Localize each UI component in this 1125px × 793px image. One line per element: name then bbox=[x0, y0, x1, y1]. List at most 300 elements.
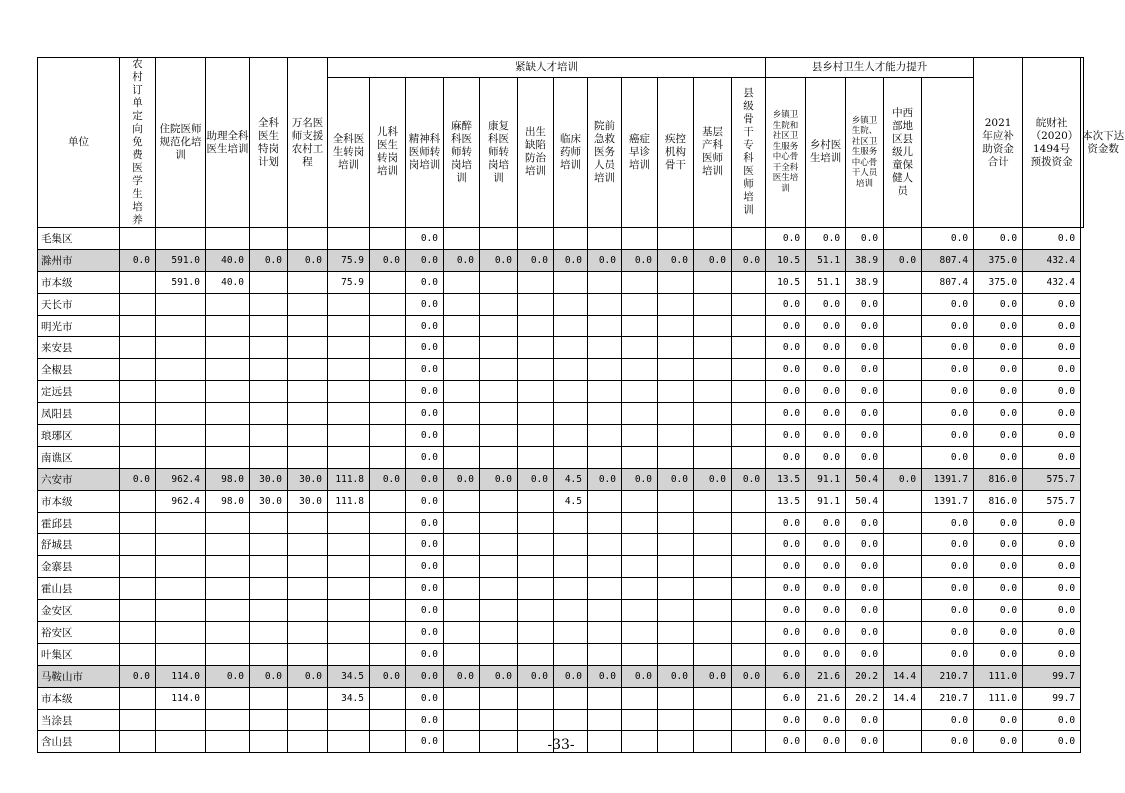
table-cell bbox=[206, 359, 250, 381]
table-cell: 0.0 bbox=[766, 381, 806, 403]
table-cell: 0.0 bbox=[518, 468, 554, 490]
table-cell bbox=[694, 709, 732, 731]
table-cell bbox=[658, 709, 694, 731]
table-cell: 0.0 bbox=[806, 578, 846, 600]
table-cell: 0.0 bbox=[806, 403, 846, 425]
header-col-10: 康复科医师转岗培训 bbox=[480, 77, 518, 227]
table-cell: 0.0 bbox=[250, 249, 288, 271]
table-cell bbox=[554, 578, 588, 600]
table-cell: 0.0 bbox=[1023, 359, 1081, 381]
header-group-shortage: 紧缺人才培训 bbox=[328, 58, 766, 78]
header-col-5: 万名医师支援农村工程 bbox=[288, 58, 328, 228]
table-cell bbox=[250, 687, 288, 709]
table-cell bbox=[694, 600, 732, 622]
table-cell bbox=[622, 709, 658, 731]
table-cell bbox=[884, 446, 922, 468]
table-cell: 0.0 bbox=[1023, 315, 1081, 337]
header-col-23: 皖财社（2020）1494号预拨资金 bbox=[1023, 58, 1081, 228]
table-row bbox=[38, 512, 1084, 534]
table-cell bbox=[120, 534, 156, 556]
table-cell bbox=[588, 293, 622, 315]
table-cell: 0.0 bbox=[806, 381, 846, 403]
table-cell bbox=[480, 293, 518, 315]
table-cell: 0.0 bbox=[288, 665, 328, 687]
table-cell: 0.0 bbox=[1023, 556, 1081, 578]
table-cell bbox=[588, 403, 622, 425]
table-cell bbox=[328, 381, 370, 403]
table-cell bbox=[370, 534, 406, 556]
table-cell: 432.4 bbox=[1023, 271, 1081, 293]
row-unit-name: 叶集区 bbox=[38, 643, 120, 665]
table-cell bbox=[518, 403, 554, 425]
table-cell: 0.0 bbox=[974, 578, 1023, 600]
table-cell bbox=[288, 381, 328, 403]
table-cell: 30.0 bbox=[288, 490, 328, 512]
table-cell bbox=[694, 643, 732, 665]
table-cell bbox=[658, 359, 694, 381]
table-cell bbox=[658, 381, 694, 403]
table-cell: 0.0 bbox=[732, 249, 766, 271]
table-cell: 111.8 bbox=[328, 468, 370, 490]
table-cell bbox=[120, 337, 156, 359]
table-cell: 6.0 bbox=[766, 665, 806, 687]
table-cell bbox=[444, 490, 480, 512]
table-cell: 0.0 bbox=[766, 315, 806, 337]
row-unit-name: 含山县 bbox=[38, 731, 120, 753]
table-cell bbox=[370, 271, 406, 293]
table-cell: 0.0 bbox=[406, 468, 444, 490]
table-row bbox=[38, 687, 1084, 709]
table-cell bbox=[206, 709, 250, 731]
table-cell: 0.0 bbox=[250, 665, 288, 687]
table-cell bbox=[370, 643, 406, 665]
table-cell: 0.0 bbox=[974, 359, 1023, 381]
row-unit-name: 舒城县 bbox=[38, 534, 120, 556]
table-cell bbox=[156, 359, 206, 381]
table-cell bbox=[554, 643, 588, 665]
table-cell bbox=[328, 403, 370, 425]
table-cell bbox=[554, 337, 588, 359]
table-cell bbox=[694, 534, 732, 556]
table-cell bbox=[518, 425, 554, 447]
table-cell bbox=[206, 687, 250, 709]
table-cell bbox=[732, 403, 766, 425]
table-cell bbox=[156, 709, 206, 731]
table-cell bbox=[658, 512, 694, 534]
table-cell bbox=[250, 228, 288, 250]
table-cell: 0.0 bbox=[766, 709, 806, 731]
row-unit-name: 凤阳县 bbox=[38, 403, 120, 425]
table-cell bbox=[658, 228, 694, 250]
table-cell: 34.5 bbox=[328, 687, 370, 709]
table-cell bbox=[156, 381, 206, 403]
table-cell bbox=[288, 315, 328, 337]
table-cell: 75.9 bbox=[328, 249, 370, 271]
table-cell: 0.0 bbox=[846, 337, 884, 359]
table-cell bbox=[518, 293, 554, 315]
table-cell: 0.0 bbox=[974, 315, 1023, 337]
table-cell bbox=[206, 403, 250, 425]
table-cell: 0.0 bbox=[1023, 446, 1081, 468]
table-cell bbox=[732, 315, 766, 337]
table-cell bbox=[884, 534, 922, 556]
table-cell: 0.0 bbox=[1023, 293, 1081, 315]
table-cell: 0.0 bbox=[1023, 425, 1081, 447]
table-cell bbox=[588, 381, 622, 403]
table-cell bbox=[518, 600, 554, 622]
table-cell bbox=[480, 228, 518, 250]
row-unit-name: 天长市 bbox=[38, 293, 120, 315]
table-cell bbox=[120, 687, 156, 709]
table-cell bbox=[732, 578, 766, 600]
table-cell bbox=[732, 687, 766, 709]
table-cell: 0.0 bbox=[406, 337, 444, 359]
table-cell bbox=[444, 271, 480, 293]
header-col-7: 儿科医生转岗培训 bbox=[370, 77, 406, 227]
table-cell: 0.0 bbox=[1023, 622, 1081, 644]
table-cell: 91.1 bbox=[806, 468, 846, 490]
table-cell bbox=[328, 337, 370, 359]
table-cell bbox=[370, 490, 406, 512]
table-cell bbox=[732, 228, 766, 250]
table-cell: 0.0 bbox=[444, 665, 480, 687]
table-cell bbox=[658, 403, 694, 425]
table-cell bbox=[732, 337, 766, 359]
table-cell: 14.4 bbox=[884, 665, 922, 687]
table-cell: 0.0 bbox=[846, 578, 884, 600]
table-cell bbox=[622, 687, 658, 709]
table-cell bbox=[444, 293, 480, 315]
table-cell: 1391.7 bbox=[922, 468, 974, 490]
table-cell bbox=[120, 556, 156, 578]
table-cell: 111.0 bbox=[974, 687, 1023, 709]
header-col-14: 癌症早诊培训 bbox=[622, 77, 658, 227]
table-cell bbox=[480, 512, 518, 534]
table-cell bbox=[156, 337, 206, 359]
table-cell bbox=[554, 446, 588, 468]
table-cell bbox=[554, 556, 588, 578]
table-cell: 0.0 bbox=[922, 622, 974, 644]
table-row bbox=[38, 578, 1084, 600]
table-cell bbox=[206, 622, 250, 644]
table-cell bbox=[622, 534, 658, 556]
table-cell bbox=[480, 271, 518, 293]
table-cell: 0.0 bbox=[766, 293, 806, 315]
table-cell bbox=[444, 425, 480, 447]
table-row bbox=[38, 359, 1084, 381]
header-col-8: 精神科医师转岗培训 bbox=[406, 77, 444, 227]
table-cell bbox=[694, 271, 732, 293]
header-col-17: 县级骨干专科医师培训 bbox=[732, 77, 766, 227]
table-cell: 575.7 bbox=[1023, 490, 1081, 512]
table-cell bbox=[694, 228, 732, 250]
table-cell: 10.5 bbox=[766, 271, 806, 293]
table-cell bbox=[206, 534, 250, 556]
table-cell bbox=[622, 293, 658, 315]
table-row bbox=[38, 403, 1084, 425]
table-row bbox=[38, 468, 1084, 490]
table-cell bbox=[120, 293, 156, 315]
table-cell bbox=[206, 600, 250, 622]
table-cell: 13.5 bbox=[766, 468, 806, 490]
table-cell bbox=[480, 490, 518, 512]
row-unit-name: 来安县 bbox=[38, 337, 120, 359]
table-cell bbox=[884, 403, 922, 425]
table-cell bbox=[694, 425, 732, 447]
table-cell bbox=[622, 446, 658, 468]
table-cell bbox=[156, 622, 206, 644]
table-cell: 0.0 bbox=[922, 643, 974, 665]
table-cell: 0.0 bbox=[518, 249, 554, 271]
table-cell bbox=[250, 534, 288, 556]
table-cell: 0.0 bbox=[846, 446, 884, 468]
table-cell bbox=[120, 643, 156, 665]
table-cell: 0.0 bbox=[406, 403, 444, 425]
table-cell: 0.0 bbox=[406, 490, 444, 512]
table-cell: 0.0 bbox=[406, 687, 444, 709]
table-cell bbox=[250, 403, 288, 425]
table-cell bbox=[588, 359, 622, 381]
table-cell bbox=[588, 600, 622, 622]
table-cell: 0.0 bbox=[732, 665, 766, 687]
table-cell: 0.0 bbox=[406, 271, 444, 293]
table-cell bbox=[694, 381, 732, 403]
table-row bbox=[38, 556, 1084, 578]
table-cell bbox=[588, 687, 622, 709]
table-cell: 0.0 bbox=[922, 600, 974, 622]
table-cell bbox=[518, 381, 554, 403]
table-cell: 0.0 bbox=[846, 731, 884, 753]
header-group-county-township: 县乡村卫生人才能力提升 bbox=[766, 58, 974, 78]
table-cell: 0.0 bbox=[406, 425, 444, 447]
table-cell: 1391.7 bbox=[922, 490, 974, 512]
table-cell: 6.0 bbox=[766, 687, 806, 709]
table-cell bbox=[518, 337, 554, 359]
table-cell bbox=[622, 490, 658, 512]
table-cell: 0.0 bbox=[974, 622, 1023, 644]
table-cell bbox=[206, 315, 250, 337]
table-cell: 0.0 bbox=[480, 249, 518, 271]
row-unit-name: 定远县 bbox=[38, 381, 120, 403]
table-cell bbox=[120, 578, 156, 600]
row-unit-name: 滁州市 bbox=[38, 249, 120, 271]
table-cell bbox=[370, 381, 406, 403]
table-cell: 0.0 bbox=[922, 359, 974, 381]
table-cell bbox=[250, 425, 288, 447]
table-cell bbox=[554, 315, 588, 337]
table-cell: 0.0 bbox=[1023, 337, 1081, 359]
table-cell: 0.0 bbox=[622, 468, 658, 490]
table-cell bbox=[444, 512, 480, 534]
table-cell: 0.0 bbox=[694, 665, 732, 687]
table-cell bbox=[288, 578, 328, 600]
table-cell: 99.7 bbox=[1023, 687, 1081, 709]
table-cell: 0.0 bbox=[554, 249, 588, 271]
table-cell bbox=[694, 578, 732, 600]
table-cell: 0.0 bbox=[406, 446, 444, 468]
table-cell bbox=[588, 556, 622, 578]
table-cell: 0.0 bbox=[406, 534, 444, 556]
table-cell: 0.0 bbox=[922, 446, 974, 468]
table-cell: 591.0 bbox=[156, 249, 206, 271]
table-cell bbox=[554, 534, 588, 556]
table-cell bbox=[658, 293, 694, 315]
table-cell bbox=[120, 381, 156, 403]
table-cell: 0.0 bbox=[588, 665, 622, 687]
table-cell bbox=[288, 337, 328, 359]
table-row bbox=[38, 622, 1084, 644]
table-cell: 962.4 bbox=[156, 490, 206, 512]
table-cell bbox=[288, 534, 328, 556]
table-cell: 0.0 bbox=[406, 600, 444, 622]
table-cell bbox=[250, 643, 288, 665]
table-cell bbox=[250, 337, 288, 359]
row-unit-name: 霍邱县 bbox=[38, 512, 120, 534]
table-cell bbox=[518, 271, 554, 293]
table-cell bbox=[120, 403, 156, 425]
table-cell: 0.0 bbox=[1023, 731, 1081, 753]
table-cell: 0.0 bbox=[922, 556, 974, 578]
table-cell bbox=[732, 271, 766, 293]
table-cell: 0.0 bbox=[806, 622, 846, 644]
table-cell: 0.0 bbox=[406, 512, 444, 534]
table-cell: 0.0 bbox=[846, 534, 884, 556]
table-cell bbox=[694, 315, 732, 337]
table-cell: 0.0 bbox=[974, 643, 1023, 665]
table-cell bbox=[884, 293, 922, 315]
header-col-12: 临床药师培训 bbox=[554, 77, 588, 227]
table-cell bbox=[288, 359, 328, 381]
table-cell: 0.0 bbox=[370, 249, 406, 271]
table-cell: 34.5 bbox=[328, 665, 370, 687]
table-cell bbox=[554, 687, 588, 709]
table-cell bbox=[444, 534, 480, 556]
table-cell bbox=[622, 315, 658, 337]
table-cell bbox=[206, 556, 250, 578]
table-cell: 0.0 bbox=[846, 381, 884, 403]
table-cell bbox=[480, 709, 518, 731]
table-cell: 0.0 bbox=[206, 665, 250, 687]
table-cell: 210.7 bbox=[922, 687, 974, 709]
table-cell bbox=[156, 315, 206, 337]
table-cell bbox=[554, 403, 588, 425]
table-cell bbox=[370, 293, 406, 315]
table-cell bbox=[884, 490, 922, 512]
table-cell: 111.0 bbox=[974, 665, 1023, 687]
table-cell: 0.0 bbox=[846, 622, 884, 644]
table-cell: 0.0 bbox=[444, 468, 480, 490]
table-cell bbox=[370, 512, 406, 534]
header-col-19: 乡村医生培训 bbox=[806, 77, 846, 227]
table-cell: 0.0 bbox=[120, 468, 156, 490]
table-cell: 0.0 bbox=[974, 228, 1023, 250]
table-cell: 0.0 bbox=[1023, 709, 1081, 731]
table-cell bbox=[120, 228, 156, 250]
header-col-18: 乡镇卫生院和社区卫生服务中心骨干全科医生培训 bbox=[766, 77, 806, 227]
header-col-20: 乡镇卫生院、社区卫生服务中心骨干人员培训 bbox=[846, 77, 884, 227]
table-cell bbox=[554, 293, 588, 315]
table-cell: 21.6 bbox=[806, 665, 846, 687]
table-cell: 807.4 bbox=[922, 249, 974, 271]
table-cell bbox=[658, 490, 694, 512]
table-cell: 0.0 bbox=[588, 468, 622, 490]
table-cell bbox=[622, 381, 658, 403]
table-cell: 0.0 bbox=[406, 556, 444, 578]
table-cell bbox=[622, 600, 658, 622]
table-cell bbox=[206, 337, 250, 359]
table-cell: 0.0 bbox=[518, 665, 554, 687]
table-cell: 575.7 bbox=[1023, 468, 1081, 490]
table-cell: 807.4 bbox=[922, 271, 974, 293]
table-cell bbox=[622, 271, 658, 293]
table-cell bbox=[156, 228, 206, 250]
table-cell bbox=[206, 643, 250, 665]
table-cell bbox=[444, 578, 480, 600]
table-cell: 0.0 bbox=[922, 315, 974, 337]
table-cell bbox=[480, 643, 518, 665]
table-cell: 0.0 bbox=[622, 249, 658, 271]
table-cell bbox=[732, 534, 766, 556]
header-col-1: 农村订单定向免费医学生培养 bbox=[120, 58, 156, 228]
table-cell bbox=[554, 512, 588, 534]
table-cell bbox=[694, 556, 732, 578]
row-unit-name: 市本级 bbox=[38, 687, 120, 709]
table-cell: 13.5 bbox=[766, 490, 806, 512]
row-unit-name: 裕安区 bbox=[38, 622, 120, 644]
table-cell bbox=[480, 359, 518, 381]
table-cell bbox=[206, 446, 250, 468]
table-cell: 0.0 bbox=[974, 425, 1023, 447]
table-cell bbox=[370, 687, 406, 709]
table-cell bbox=[588, 446, 622, 468]
header-col-9: 麻醉科医师转岗培训 bbox=[444, 77, 480, 227]
table-cell: 0.0 bbox=[806, 534, 846, 556]
table-cell bbox=[732, 643, 766, 665]
table-cell bbox=[694, 490, 732, 512]
table-cell: 0.0 bbox=[974, 534, 1023, 556]
table-cell: 0.0 bbox=[694, 249, 732, 271]
table-cell: 0.0 bbox=[846, 600, 884, 622]
row-unit-name: 明光市 bbox=[38, 315, 120, 337]
table-cell bbox=[732, 622, 766, 644]
table-cell: 0.0 bbox=[622, 665, 658, 687]
table-cell: 962.4 bbox=[156, 468, 206, 490]
table-cell bbox=[884, 381, 922, 403]
table-cell bbox=[622, 359, 658, 381]
table-cell bbox=[658, 446, 694, 468]
table-cell bbox=[288, 403, 328, 425]
table-cell bbox=[554, 600, 588, 622]
table-cell: 0.0 bbox=[1023, 228, 1081, 250]
table-cell bbox=[884, 556, 922, 578]
table-cell: 0.0 bbox=[922, 731, 974, 753]
table-cell bbox=[250, 578, 288, 600]
table-row bbox=[38, 709, 1084, 731]
table-cell: 0.0 bbox=[974, 446, 1023, 468]
table-cell bbox=[658, 600, 694, 622]
table-cell: 0.0 bbox=[806, 731, 846, 753]
table-cell: 0.0 bbox=[1023, 381, 1081, 403]
table-cell bbox=[444, 337, 480, 359]
table-cell bbox=[370, 446, 406, 468]
table-cell bbox=[370, 556, 406, 578]
table-row bbox=[38, 293, 1084, 315]
table-cell bbox=[444, 556, 480, 578]
table-cell bbox=[328, 446, 370, 468]
table-cell: 0.0 bbox=[766, 578, 806, 600]
table-cell: 91.1 bbox=[806, 490, 846, 512]
table-cell bbox=[206, 381, 250, 403]
